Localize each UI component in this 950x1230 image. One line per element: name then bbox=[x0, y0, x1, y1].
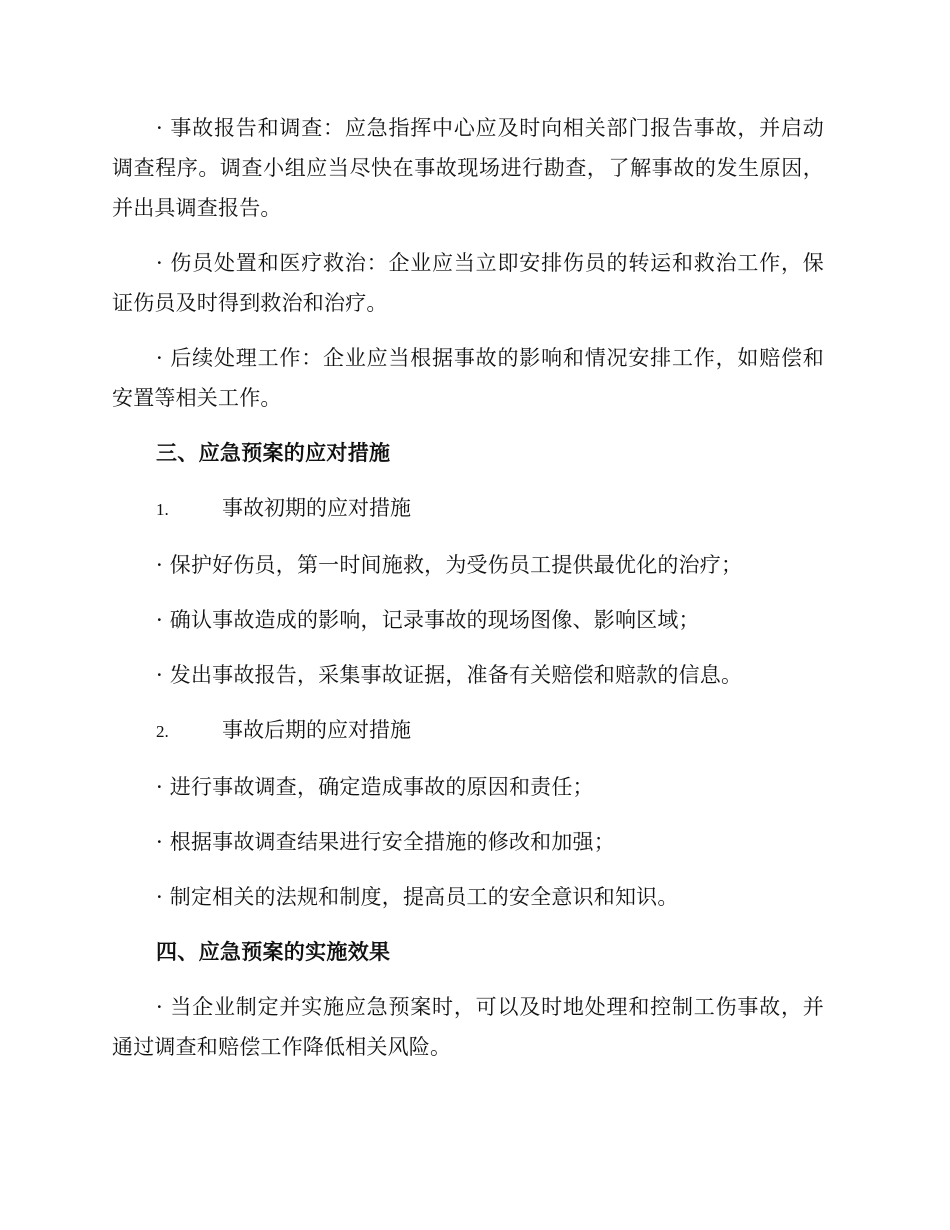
numbered-item-later-measures bbox=[112, 710, 824, 752]
item-title: 事故初期的应对措施 bbox=[222, 496, 411, 520]
section-heading-implementation-effect: 四、应急预案的实施效果 bbox=[156, 940, 391, 964]
item-number: 1. bbox=[156, 500, 169, 519]
document-page bbox=[112, 108, 824, 1067]
bullet-item: · 发出事故报告，采集事故证据，准备有关赔偿和赔款的信息。 bbox=[156, 663, 743, 687]
paragraph-followup-work: · 后续处理工作：企业应当根据事故的影响和情况安排工作，如赔偿和安置等相关工作。 bbox=[112, 346, 824, 410]
section-heading-response-measures: 三、应急预案的应对措施 bbox=[156, 441, 391, 465]
paragraph-injury-treatment: · 伤员处置和医疗救治：企业应当立即安排伤员的转运和救治工作，保证伤员及时得到救治和治疗。 bbox=[112, 251, 824, 315]
numbered-item-initial-measures bbox=[112, 488, 824, 530]
bullet-item: · 制定相关的法规和制度，提高员工的安全意识和知识。 bbox=[156, 885, 679, 909]
paragraph-accident-report: · 事故报告和调查：应急指挥中心应及时向相关部门报告事故，并启动调查程序。调查小组应当尽快在事故现场进行勘查，了解事故的发生原因，并出具调查报告。 bbox=[112, 116, 824, 220]
paragraph-implementation-effect: · 当企业制定并实施应急预案时，可以及时地处理和控制工伤事故，并通过调查和赔偿工作降低相关风险。 bbox=[112, 995, 824, 1059]
bullet-item: · 根据事故调查结果进行安全措施的修改和加强； bbox=[156, 830, 615, 854]
item-title: 事故后期的应对措施 bbox=[222, 718, 411, 742]
bullet-item: · 确认事故造成的影响，记录事故的现场图像、影响区域； bbox=[156, 608, 700, 632]
item-number: 2. bbox=[156, 722, 169, 741]
bullet-item: · 保护好伤员，第一时间施救，为受伤员工提供最优化的治疗； bbox=[156, 553, 743, 577]
bullet-item: · 进行事故调查，确定造成事故的原因和责任； bbox=[156, 775, 594, 799]
